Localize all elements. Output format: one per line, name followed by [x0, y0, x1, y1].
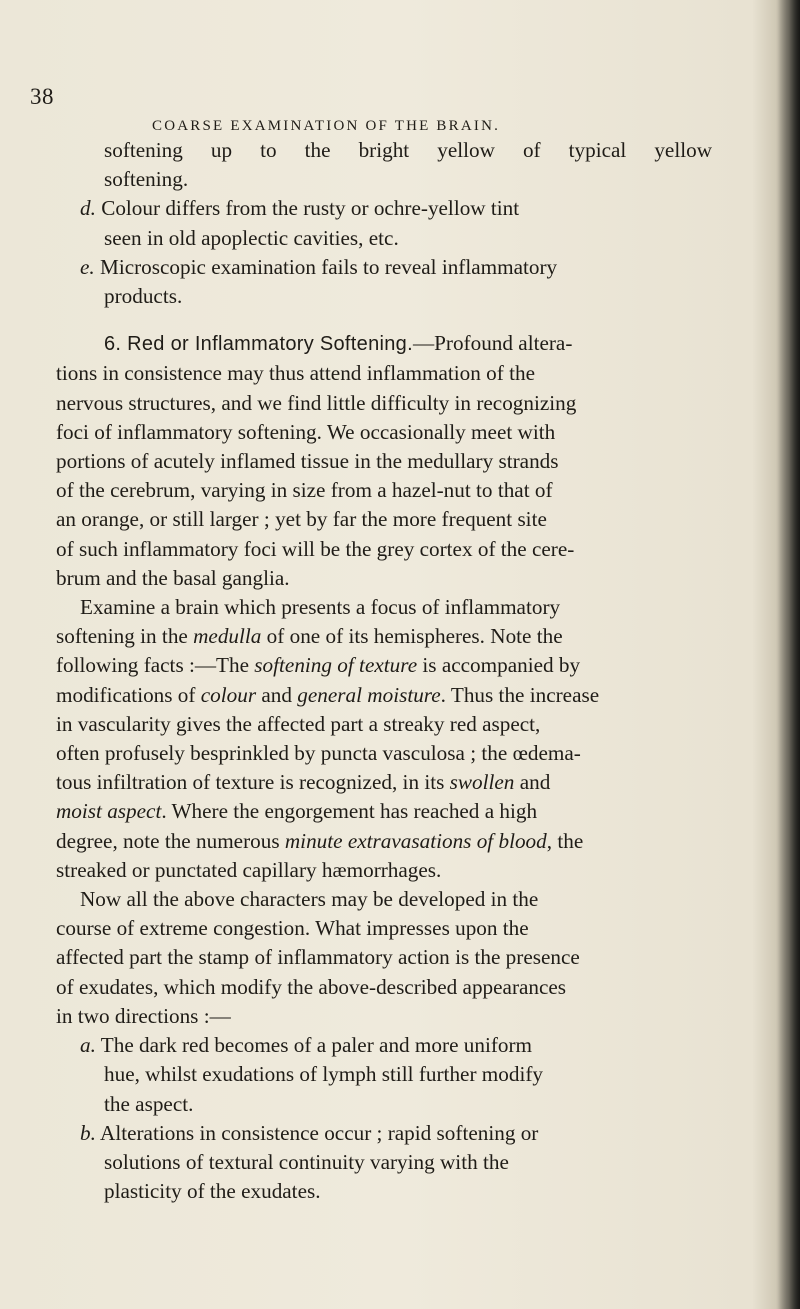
text-run: and	[514, 770, 551, 795]
text-line: of exudates, which modify the above-described appearances	[56, 974, 567, 999]
italic-term: medulla	[193, 624, 262, 649]
text-run: tous infiltration of texture is recognized, in its	[56, 770, 450, 795]
text-line: of such inflammatory foci will be the grey cortex of the cere-	[56, 536, 575, 561]
text-line: Now all the above characters may be developed in the	[80, 887, 539, 912]
text-line: solutions of textural continuity varying with the	[104, 1149, 509, 1174]
text-line: the aspect.	[104, 1091, 194, 1116]
item-label: a.	[80, 1033, 96, 1058]
text-line	[56, 622, 712, 651]
italic-term: softening of texture	[254, 653, 418, 678]
text-line: streaked or punctated capillary hæmorrhages.	[56, 857, 442, 882]
text-line: an orange, or still larger ; yet by far the more frequent site	[56, 507, 547, 532]
text-run: following facts :—The	[56, 653, 255, 678]
item-label: d.	[80, 196, 96, 221]
text-line: tions in consistence may thus attend inflammation of the	[56, 361, 535, 386]
text-run: , the	[546, 828, 584, 853]
section-heading: 6. Red or Inflammatory Softening.	[104, 333, 413, 356]
text-run: of one of its hemispheres. Note the	[261, 624, 563, 649]
italic-term: minute extravasations of blood	[284, 828, 547, 853]
text-run: degree, note the numerous	[56, 828, 285, 853]
text-line: in vascularity gives the affected part a streaky red aspect,	[56, 711, 541, 736]
text-line	[56, 827, 712, 856]
page-number: 38	[30, 84, 54, 109]
text-line	[56, 768, 712, 797]
text-line: nervous structures, and we find little difficulty in recognizing	[56, 390, 577, 415]
section-heading-line	[80, 329, 712, 359]
text-line	[56, 651, 712, 680]
text-line: hue, whilst exudations of lymph still further modify	[104, 1062, 543, 1087]
list-item-e	[80, 253, 712, 282]
text-run: . Thus the increase	[440, 682, 600, 707]
text-line: softening.	[104, 167, 189, 192]
text-line: seen in old apoplectic cavities, etc.	[104, 225, 399, 250]
text-line: Examine a brain which presents a focus of inflammatory	[80, 595, 561, 620]
text-line: softening up to the bright yellow of typical yellow	[104, 138, 712, 162]
page-edge-shadow	[778, 0, 800, 1309]
text-run: . Where the engorgement has reached a high	[161, 799, 538, 824]
item-label: b.	[80, 1120, 96, 1145]
list-item-b	[80, 1119, 712, 1148]
text-line: course of extreme congestion. What impresses upon the	[56, 916, 529, 941]
text-line	[56, 797, 712, 826]
text-line: plasticity of the exudates.	[104, 1179, 321, 1204]
italic-term: colour	[200, 682, 257, 707]
body-text	[56, 136, 712, 1206]
text-line: brum and the basal ganglia.	[56, 565, 290, 590]
text-line: often profusely besprinkled by puncta vasculosa ; the œdema-	[56, 741, 581, 766]
text-run: softening in the	[56, 624, 194, 649]
list-item-d	[80, 194, 712, 223]
italic-term: general moisture	[297, 682, 441, 707]
text-line: portions of acutely inflamed tissue in the medullary strands	[56, 449, 559, 474]
text-run: and	[256, 682, 298, 707]
running-head: COARSE EXAMINATION OF THE BRAIN.	[152, 118, 501, 134]
text-line: of the cerebrum, varying in size from a hazel-nut to that of	[56, 478, 553, 503]
text-line: The dark red becomes of a paler and more uniform	[95, 1033, 533, 1058]
text-line: affected part the stamp of inflammatory action is the presence	[56, 945, 580, 970]
italic-term: moist aspect	[56, 799, 162, 824]
list-item-a	[80, 1031, 712, 1060]
paragraph-gap	[80, 311, 712, 329]
text-line: products.	[104, 284, 183, 309]
italic-term: swollen	[449, 770, 515, 795]
text-line: foci of inflammatory softening. We occasionally meet with	[56, 419, 556, 444]
text-line: Colour differs from the rusty or ochre-yellow tint	[95, 196, 520, 221]
text-line: Alterations in consistence occur ; rapid softening or	[95, 1120, 539, 1145]
text-line: —Profound altera-	[412, 331, 573, 356]
text-run: modifications of	[56, 682, 201, 707]
text-run: is accompanied by	[417, 653, 581, 678]
text-line: Microscopic examination fails to reveal inflammatory	[94, 254, 558, 279]
text-line: in two directions :—	[56, 1003, 231, 1028]
item-label: e.	[80, 254, 95, 279]
text-line	[56, 681, 712, 710]
